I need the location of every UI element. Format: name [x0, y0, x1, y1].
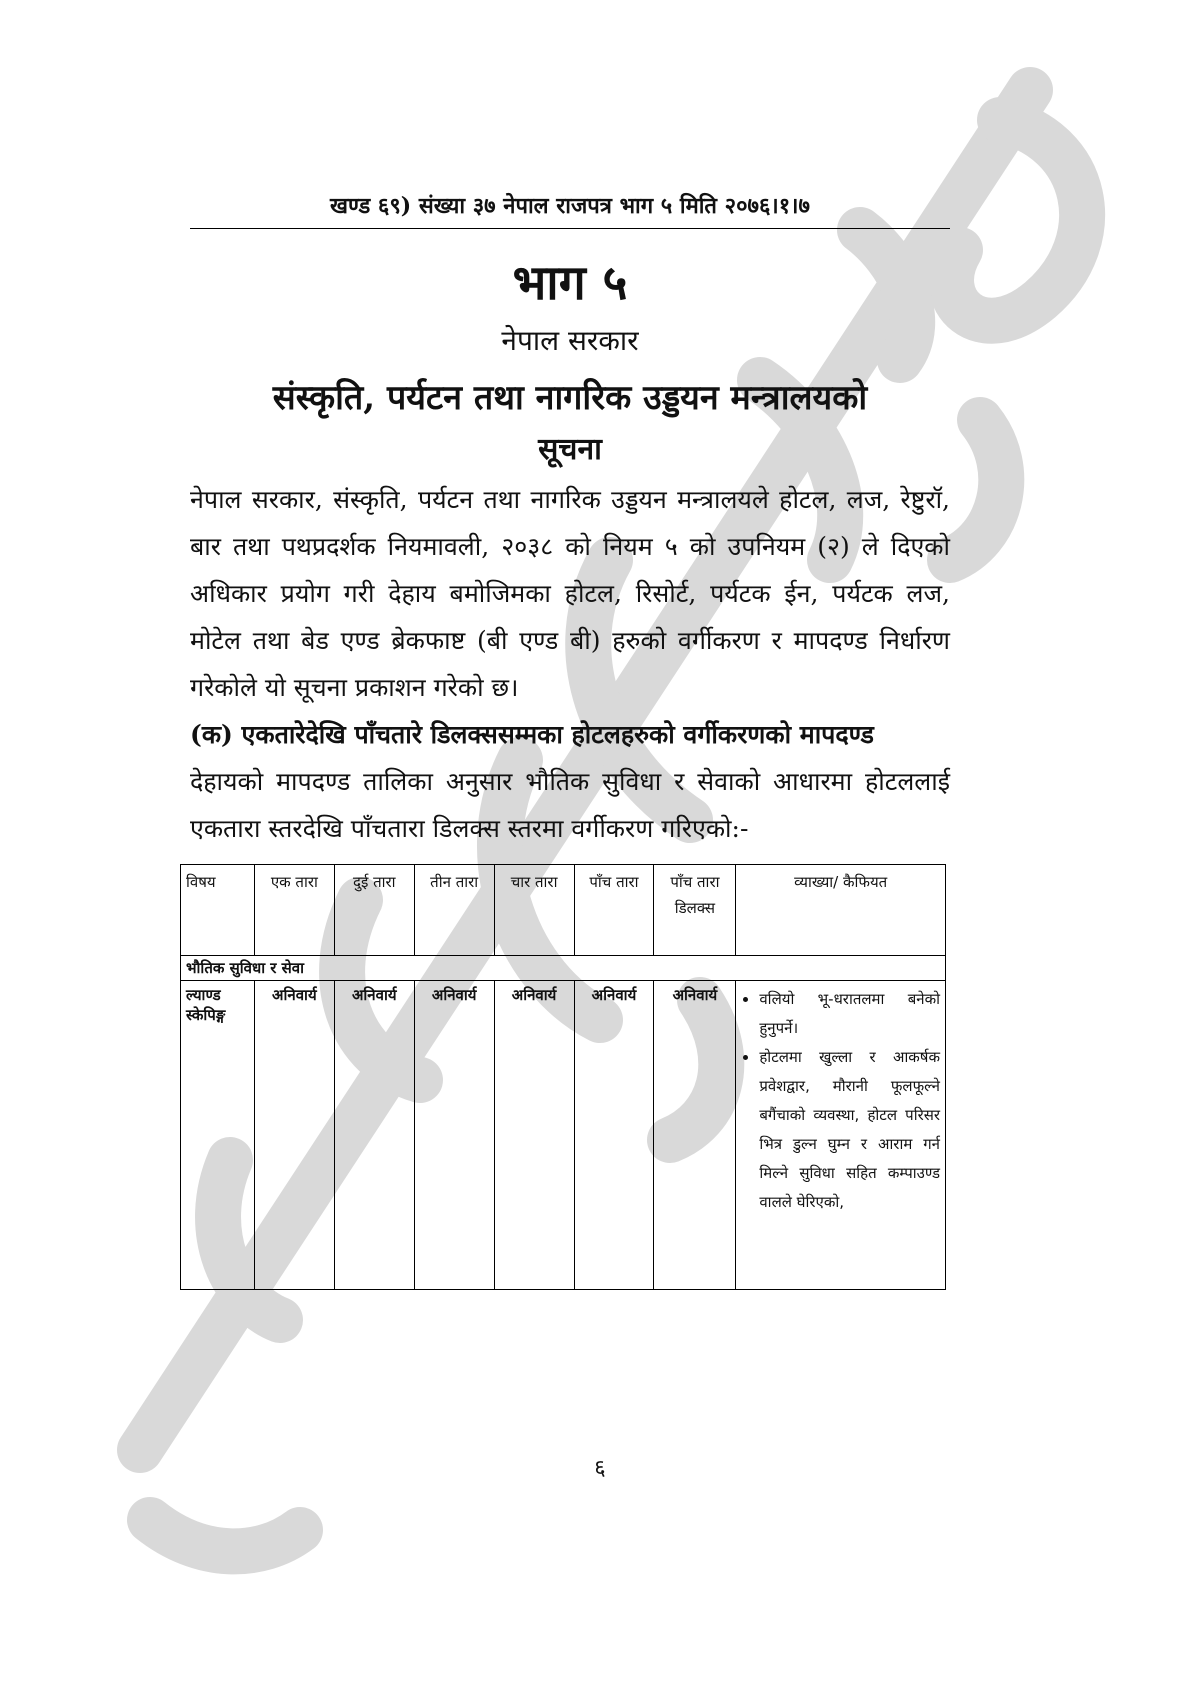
- column-header: तीन तारा: [414, 864, 494, 955]
- column-header: दुई तारा: [334, 864, 414, 955]
- section-heading: (क) एकतारेदेखि पाँचतारे डिलक्ससम्मका होटलहरुको वर्गीकरणको मापदण्ड: [190, 719, 874, 749]
- government-name: नेपाल सरकार: [501, 323, 639, 357]
- column-header: चार तारा: [494, 864, 574, 955]
- gazette-page: [186, 190, 950, 1290]
- cell-value: अनिवार्य: [414, 980, 494, 1289]
- column-header: एक तारा: [254, 864, 334, 955]
- row-subject: ल्याण्ड स्केपिङ्ग: [181, 980, 255, 1289]
- section-paragraph: देहायको मापदण्ड तालिका अनुसार भौतिक सुविधा र सेवाको आधारमा होटललाई एकतारा स्तरदेखि पाँचतारा डिलक्स स्तरमा वर्गीकरण गरिएको:-: [190, 766, 950, 843]
- column-header: विषय: [181, 864, 255, 955]
- intro-paragraph: नेपाल सरकार, संस्कृति, पर्यटन तथा नागरिक उड्डयन मन्त्रालयले होटल, लज, रेष्टुरॉ, बार तथा पथप्रदर्शक नियमावली, २०३८ को नियम ५ को उपनियम (२) ले दिएको अधिकार प्रयोग गरी देहाय बमोजिमका होटल, रिसोर्ट, पर्यटक ईन, पर्यटक लज, मोटेल तथा बेड एण्ड ब्रेकफाष्ट (बी एण्ड बी) हरुको वर्गीकरण र मापदण्ड निर्धारण गरेकोले यो सूचना प्रकाशन गरेको छ।: [190, 484, 950, 702]
- cell-value: अनिवार्य: [254, 980, 334, 1289]
- classification-table: [180, 864, 946, 1290]
- notes-list: [741, 985, 940, 1217]
- table-header-row: [181, 864, 946, 955]
- cell-value: अनिवार्य: [494, 980, 574, 1289]
- part-title: भाग ५: [512, 255, 628, 311]
- ministry-title: संस्कृति, पर्यटन तथा नागरिक उड्डयन मन्त्रालयको: [272, 377, 868, 418]
- cell-value: अनिवार्य: [654, 980, 736, 1289]
- column-header: पाँच तारा: [574, 864, 654, 955]
- column-header: व्याख्या/ कैफियत: [736, 864, 946, 955]
- section-label: भौतिक सुविधा र सेवा: [181, 955, 946, 980]
- cell-value: अनिवार्य: [334, 980, 414, 1289]
- page-number: ६: [594, 1456, 606, 1481]
- note-item: • होटलमा खुल्ला र आकर्षक प्रवेशद्वार, मौरानी फूलफूल्ने बगैंचाको व्यवस्था, होटल परिसर भित्र डुल्न घुम्न र आराम गर्न मिल्ने सुविधा सहित कम्पाउण्ड वालले घेरिएको,: [759, 1043, 940, 1217]
- table-section-row: [181, 955, 946, 980]
- note-item: • वलियो भू-धरातलमा बनेको हुनुपर्ने।: [759, 985, 940, 1043]
- notice-title: सूचना: [538, 431, 602, 467]
- notes-cell: [736, 980, 946, 1289]
- running-head: खण्ड ६९) संख्या ३७ नेपाल राजपत्र भाग ५ मिति २०७६।१।७: [190, 190, 950, 229]
- cell-value: अनिवार्य: [574, 980, 654, 1289]
- table-row: [181, 980, 946, 1289]
- column-header: पाँच तारा डिलक्स: [654, 864, 736, 955]
